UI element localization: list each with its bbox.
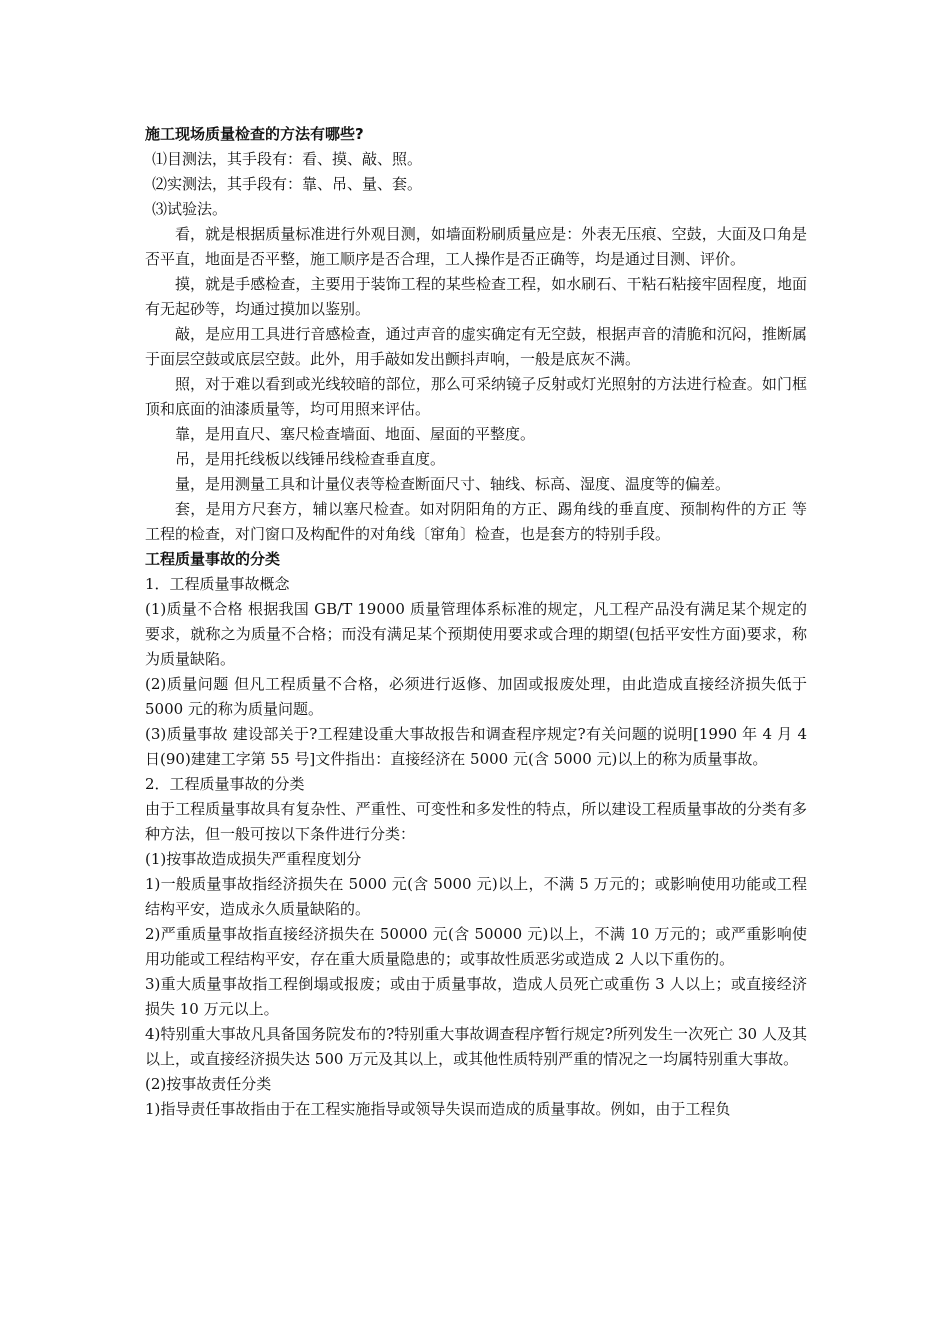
- paragraph-illuminate: 照，对于难以看到或光线较暗的部位，那么可采纳镜子反射或灯光照射的方法进行检查。如门框顶和底面的油漆质量等，均可用照来评估。: [145, 375, 807, 418]
- list-item: ⑴目测法，其手段有：看、摸、敲、照。: [152, 150, 423, 168]
- paragraph-measure: 量，是用测量工具和计量仪表等检查断面尺寸、轴线、标高、湿度、温度等的偏差。: [175, 475, 731, 493]
- text-line: 2)严重质量事故指直接经济损失在 50000 元(含 50000 元)以上，不满 10 万元的；或严重影响使用功能或工程结构平安，存在重大质量隐患的；或事故性质恶劣或造成 2 人以下重伤的。: [145, 925, 807, 968]
- text-line: 3)重大质量事故指工程倒塌或报废；或由于质量事故，造成人员死亡或重伤 3 人以上；或直接经济损失 10 万元以上。: [145, 975, 807, 1018]
- text-line: 由于工程质量事故具有复杂性、严重性、可变性和多发性的特点，所以建设工程质量事故的分类有多种方法，但一般可按以下条件进行分类：: [145, 800, 807, 843]
- text-line: (1)质量不合格 根据我国 GB/T 19000 质量管理体系标准的规定，凡工程产品没有满足某个规定的要求，就称之为质量不合格；而没有满足某个预期使用要求或合理的期望(包括平安性方面)要求，称为质量缺陷。: [145, 600, 807, 668]
- document-page: [145, 122, 807, 1122]
- list-item: ⑵实测法，其手段有：靠、吊、量、套。: [152, 175, 423, 193]
- paragraph-look: 看，就是根据质量标准进行外观目测，如墙面粉刷质量应是：外表无压痕、空鼓，大面及口角是否平直，地面是否平整，施工顺序是否合理，工人操作是否正确等，均是通过目测、评价。: [145, 225, 807, 268]
- text-line: 1)指导责任事故指由于在工程实施指导或领导失误而造成的质量事故。例如，由于工程负: [145, 1100, 731, 1118]
- paragraph-lean: 靠，是用直尺、塞尺检查墙面、地面、屋面的平整度。: [175, 425, 536, 443]
- list-item: ⑶试验法。: [152, 200, 228, 218]
- text-line: (1)按事故造成损失严重程度划分: [145, 850, 362, 868]
- text-line: 1)一般质量事故指经济损失在 5000 元(含 5000 元)以上，不满 5 万元的；或影响使用功能或工程结构平安，造成永久质量缺陷的。: [145, 875, 807, 918]
- text-line: (3)质量事故 建设部关于?工程建设重大事故报告和调查程序规定?有关问题的说明[1990 年 4 月 4 日(90)建建工字第 55 号]文件指出：直接经济在 5000 元(含 5000 元)以上的称为质量事故。: [145, 725, 807, 768]
- text-line: 4)特别重大事故凡具备国务院发布的?特别重大事故调查程序暂行规定?所列发生一次死亡 30 人及其以上，或直接经济损失达 500 万元及其以上，或其他性质特别严重的情况之一均属特别重大事故。: [145, 1025, 807, 1068]
- section-title-accident-classification: 工程质量事故的分类: [145, 550, 281, 568]
- paragraph-touch: 摸，就是手感检查，主要用于装饰工程的某些检查工程，如水刷石、干粘石粘接牢固程度，地面有无起砂等，均通过摸加以鉴别。: [145, 275, 807, 318]
- text-line: 2．工程质量事故的分类: [145, 775, 305, 793]
- section-title-inspection-methods: 施工现场质量检查的方法有哪些?: [145, 125, 364, 143]
- paragraph-plumb: 吊，是用托线板以线锤吊线检查垂直度。: [175, 450, 446, 468]
- paragraph-knock: 敲，是应用工具进行音感检查，通过声音的虚实确定有无空鼓，根据声音的清脆和沉闷，推断属于面层空鼓或底层空鼓。此外，用手敲如发出颤抖声响，一般是底灰不满。: [145, 325, 807, 368]
- text-line: (2)按事故责任分类: [145, 1075, 272, 1093]
- text-line: (2)质量问题 但凡工程质量不合格，必须进行返修、加固或报废处理，由此造成直接经济损失低于 5000 元的称为质量问题。: [145, 675, 807, 718]
- paragraph-square: 套，是用方尺套方，辅以塞尺检查。如对阴阳角的方正、踢角线的垂直度、预制构件的方正 等工程的检查，对门窗口及构配件的对角线〔窜角〕检查，也是套方的特别手段。: [145, 500, 807, 543]
- text-line: 1．工程质量事故概念: [145, 575, 290, 593]
